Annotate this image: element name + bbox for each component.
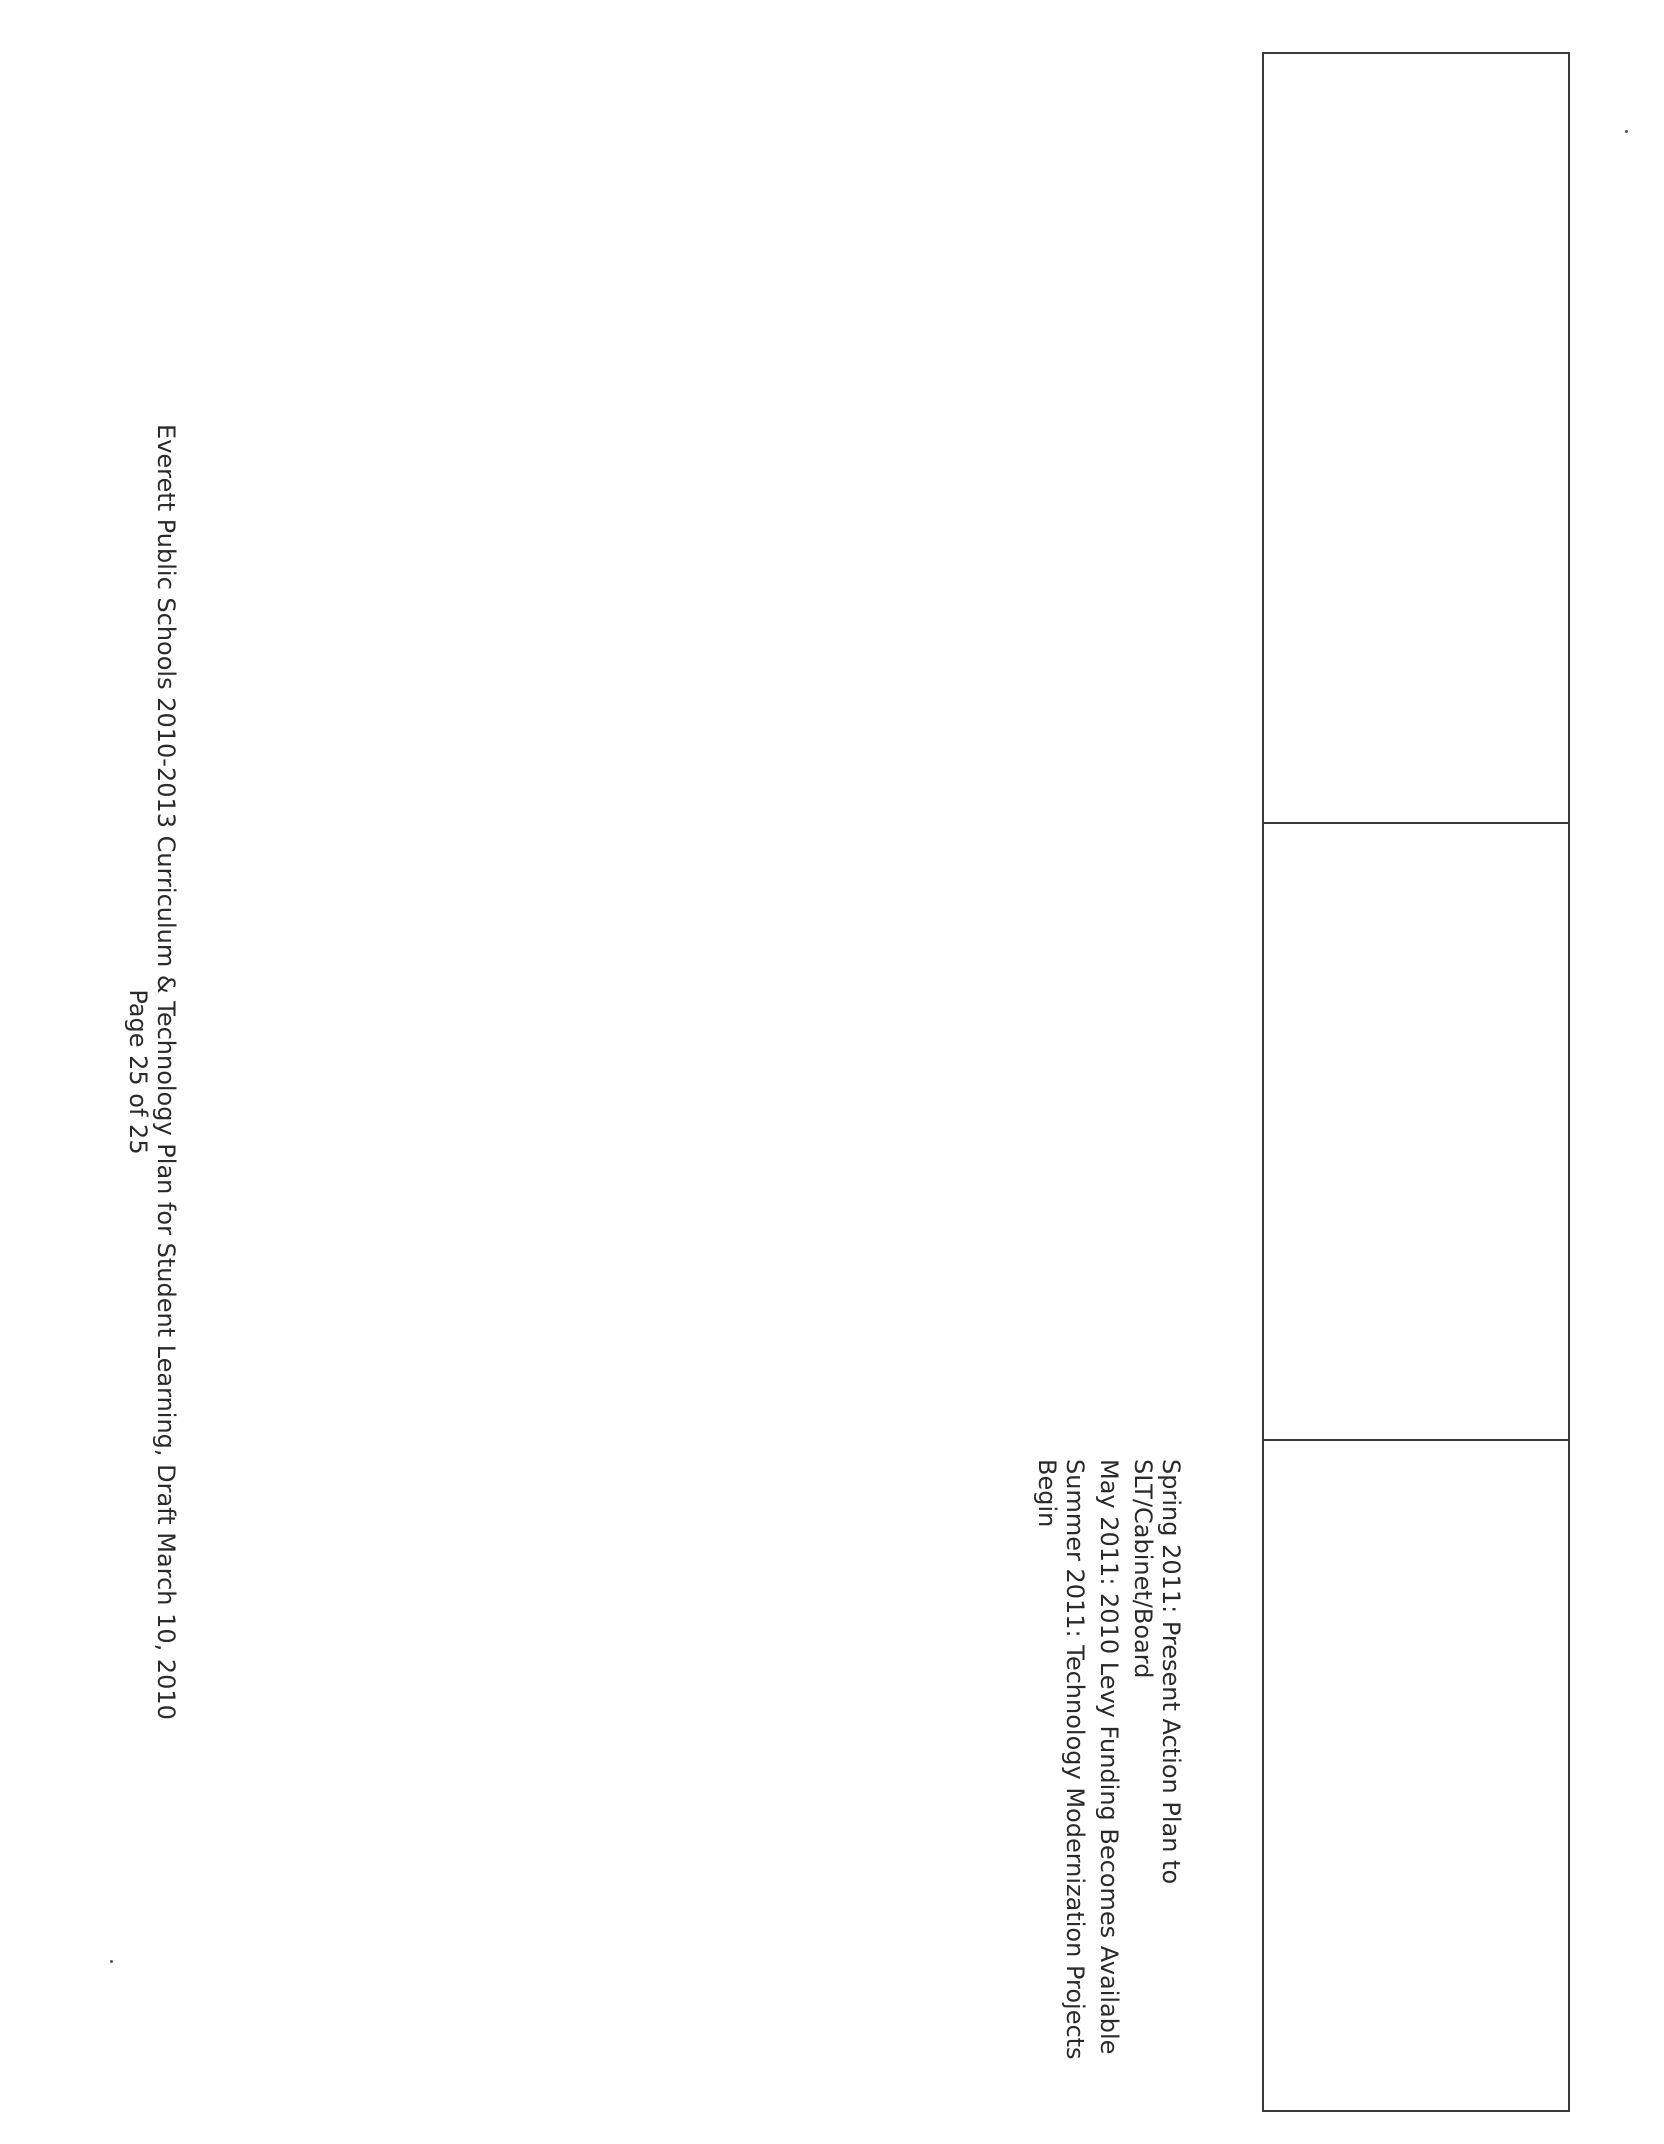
milestone-summer-2011: Summer 2011: Technology Modernization Projects Begin	[1033, 1459, 1089, 2060]
milestone-spring-2011: Spring 2011: Present Action Plan to SLT/Cabinet/Board	[1129, 1459, 1185, 1885]
milestone-may-2011: May 2011: 2010 Levy Funding Becomes Available	[1095, 1459, 1123, 2055]
footer-page-number: Page 25 of 25	[124, 989, 152, 1155]
milestones-text	[895, 1441, 1203, 2114]
scan-speck	[110, 1960, 113, 1963]
footer-document-title: Everett Public Schools 2010-2013 Curriculum & Technology Plan for Student Learning, Draft March 10, 2010	[152, 424, 180, 1720]
table-cell-milestones	[1033, 1441, 1568, 2114]
table-cell-empty-top	[1264, 54, 1568, 824]
page-footer	[110, 382, 180, 1762]
table-cell-empty-middle	[1264, 824, 1568, 1441]
scan-speck	[1625, 130, 1628, 133]
schedule-table	[1033, 52, 1570, 2112]
